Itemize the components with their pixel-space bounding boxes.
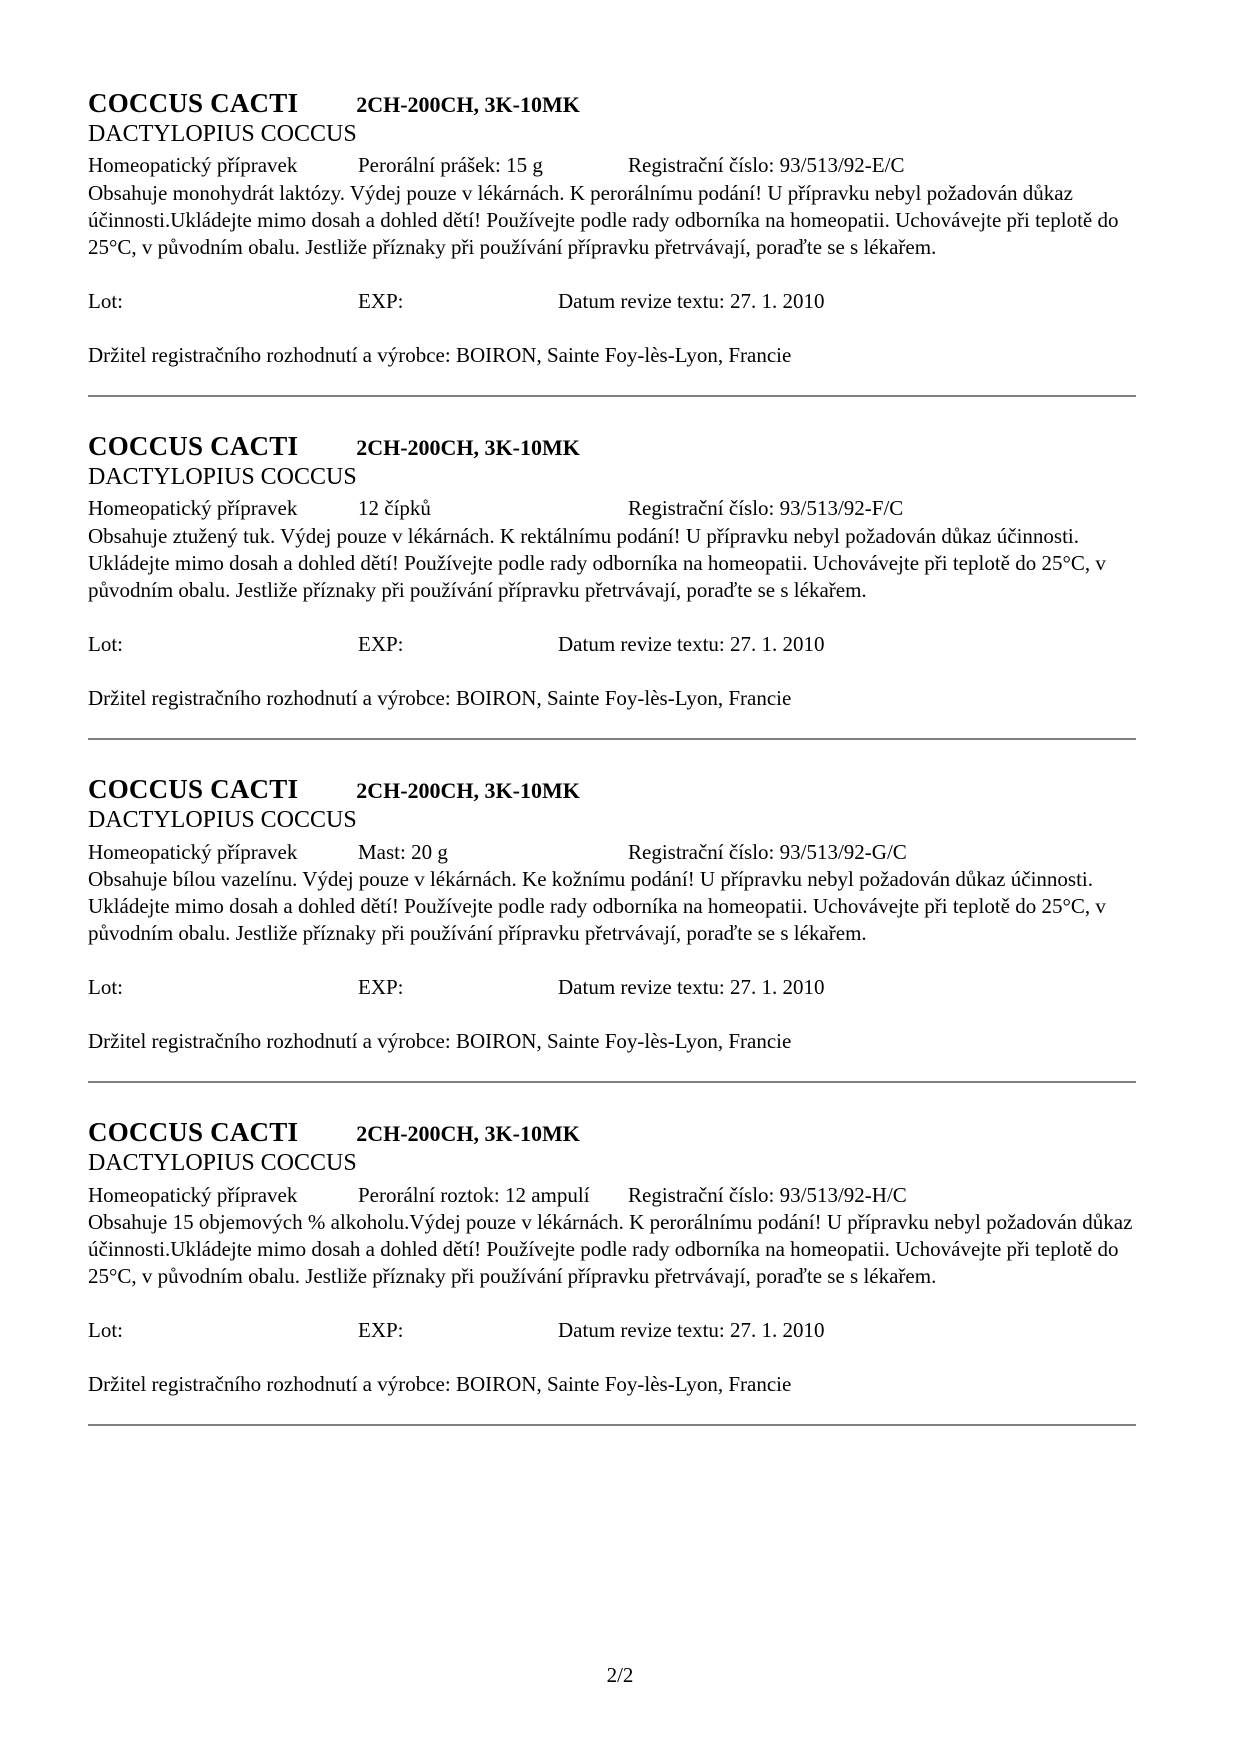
revision-date: Datum revize textu: 27. 1. 2010	[558, 1317, 825, 1342]
entry-title-row	[88, 88, 1136, 119]
lot-label: Lot:	[88, 631, 123, 656]
latin-name: DACTYLOPIUS COCCUS	[88, 807, 357, 834]
product-form: Homeopatický přípravek	[88, 153, 298, 178]
product-entry	[88, 88, 1136, 397]
product-info-row	[88, 839, 1136, 866]
product-name: COCCUS CACTI	[88, 1117, 299, 1148]
package-size: Perorální prášek: 15 g	[358, 153, 543, 178]
product-entry	[88, 774, 1136, 1083]
product-entry	[88, 431, 1136, 740]
entry-title-row	[88, 431, 1136, 462]
product-potency: 2CH-200CH, 3K-10MK	[356, 435, 580, 461]
block-spacer	[88, 740, 1136, 774]
revision-date: Datum revize textu: 27. 1. 2010	[558, 288, 825, 313]
lot-label: Lot:	[88, 288, 123, 313]
product-description: Obsahuje 15 objemových % alkoholu.Výdej pouze v lékárnách. K perorálnímu podání! U přípravku nebyl požadován důkaz účinnosti.Ukládejte mimo dosah a dohled dětí! Používejte podle rady odborníka na homeopatii. Uchovávejte při teplotě do 25°C, v původním obalu. Jestliže příznaky při používání přípravku přetrvávají, poraďte se s lékařem.	[88, 1209, 1133, 1289]
block-spacer	[88, 1083, 1136, 1117]
package-size: Mast: 20 g	[358, 839, 448, 864]
page-number: 2/2	[606, 1663, 634, 1687]
registration-number: Registrační číslo: 93/513/92-F/C	[628, 496, 904, 521]
lot-exp-row	[88, 1317, 1136, 1344]
registration-holder: Držitel registračního rozhodnutí a výrobce: BOIRON, Sainte Foy-lès-Lyon, Francie	[88, 1028, 792, 1053]
lot-exp-row	[88, 974, 1136, 1001]
product-description: Obsahuje bílou vazelínu. Výdej pouze v lékárnách. Ke kožnímu podání! U přípravku nebyl požadován důkaz účinnosti. Ukládejte mimo dosah a dohled dětí! Používejte podle rady odborníka na homeopatii. Uchovávejte při teplotě do 25°C, v původním obalu. Jestliže příznaky při používání přípravku přetrvávají, poraďte se s lékařem.	[88, 866, 1106, 946]
registration-holder: Držitel registračního rozhodnutí a výrobce: BOIRON, Sainte Foy-lès-Lyon, Francie	[88, 1372, 792, 1397]
latin-name: DACTYLOPIUS COCCUS	[88, 1150, 357, 1177]
exp-label: EXP:	[358, 288, 404, 313]
revision-date: Datum revize textu: 27. 1. 2010	[558, 631, 825, 656]
package-size: Perorální roztok: 12 ampulí	[358, 1182, 590, 1207]
exp-label: EXP:	[358, 974, 404, 999]
exp-label: EXP:	[358, 1317, 404, 1342]
lot-label: Lot:	[88, 974, 123, 999]
product-info-row	[88, 152, 1136, 179]
product-name: COCCUS CACTI	[88, 774, 299, 805]
registration-number: Registrační číslo: 93/513/92-H/C	[628, 1182, 907, 1207]
package-size: 12 čípků	[358, 496, 431, 521]
revision-date: Datum revize textu: 27. 1. 2010	[558, 974, 825, 999]
lot-exp-row	[88, 288, 1136, 315]
product-form: Homeopatický přípravek	[88, 839, 298, 864]
product-description: Obsahuje monohydrát laktózy. Výdej pouze v lékárnách. K perorálnímu podání! U přípravku nebyl požadován důkaz účinnosti.Ukládejte mimo dosah a dohled dětí! Používejte podle rady odborníka na homeopatii. Uchovávejte při teplotě do 25°C, v původním obalu. Jestliže příznaky při používání přípravku přetrvávají, poraďte se s lékařem.	[88, 180, 1119, 260]
latin-name: DACTYLOPIUS COCCUS	[88, 464, 357, 491]
product-form: Homeopatický přípravek	[88, 1182, 298, 1207]
product-entry	[88, 1117, 1136, 1426]
product-info-row	[88, 1182, 1136, 1209]
registration-number: Registrační číslo: 93/513/92-G/C	[628, 839, 907, 864]
product-potency: 2CH-200CH, 3K-10MK	[356, 1121, 580, 1147]
product-form: Homeopatický přípravek	[88, 496, 298, 521]
registration-holder: Držitel registračního rozhodnutí a výrobce: BOIRON, Sainte Foy-lès-Lyon, Francie	[88, 685, 792, 710]
product-name: COCCUS CACTI	[88, 431, 299, 462]
entry-title-row	[88, 774, 1136, 805]
product-info-row	[88, 495, 1136, 522]
product-potency: 2CH-200CH, 3K-10MK	[356, 778, 580, 804]
exp-label: EXP:	[358, 631, 404, 656]
product-name: COCCUS CACTI	[88, 88, 299, 118]
lot-exp-row	[88, 631, 1136, 658]
section-divider	[88, 1424, 1136, 1426]
registration-holder: Držitel registračního rozhodnutí a výrobce: BOIRON, Sainte Foy-lès-Lyon, Francie	[88, 342, 792, 367]
registration-number: Registrační číslo: 93/513/92-E/C	[628, 153, 905, 178]
entry-title-row	[88, 1117, 1136, 1148]
product-description: Obsahuje ztužený tuk. Výdej pouze v lékárnách. K rektálnímu podání! U přípravku nebyl požadován důkaz účinnosti. Ukládejte mimo dosah a dohled dětí! Používejte podle rady odborníka na homeopatii. Uchovávejte při teplotě do 25°C, v původním obalu. Jestliže příznaky při používání přípravku přetrvávají, poraďte se s lékařem.	[88, 523, 1106, 603]
block-spacer	[88, 397, 1136, 431]
product-potency: 2CH-200CH, 3K-10MK	[356, 92, 580, 117]
lot-label: Lot:	[88, 1317, 123, 1342]
latin-name: DACTYLOPIUS COCCUS	[88, 121, 357, 147]
